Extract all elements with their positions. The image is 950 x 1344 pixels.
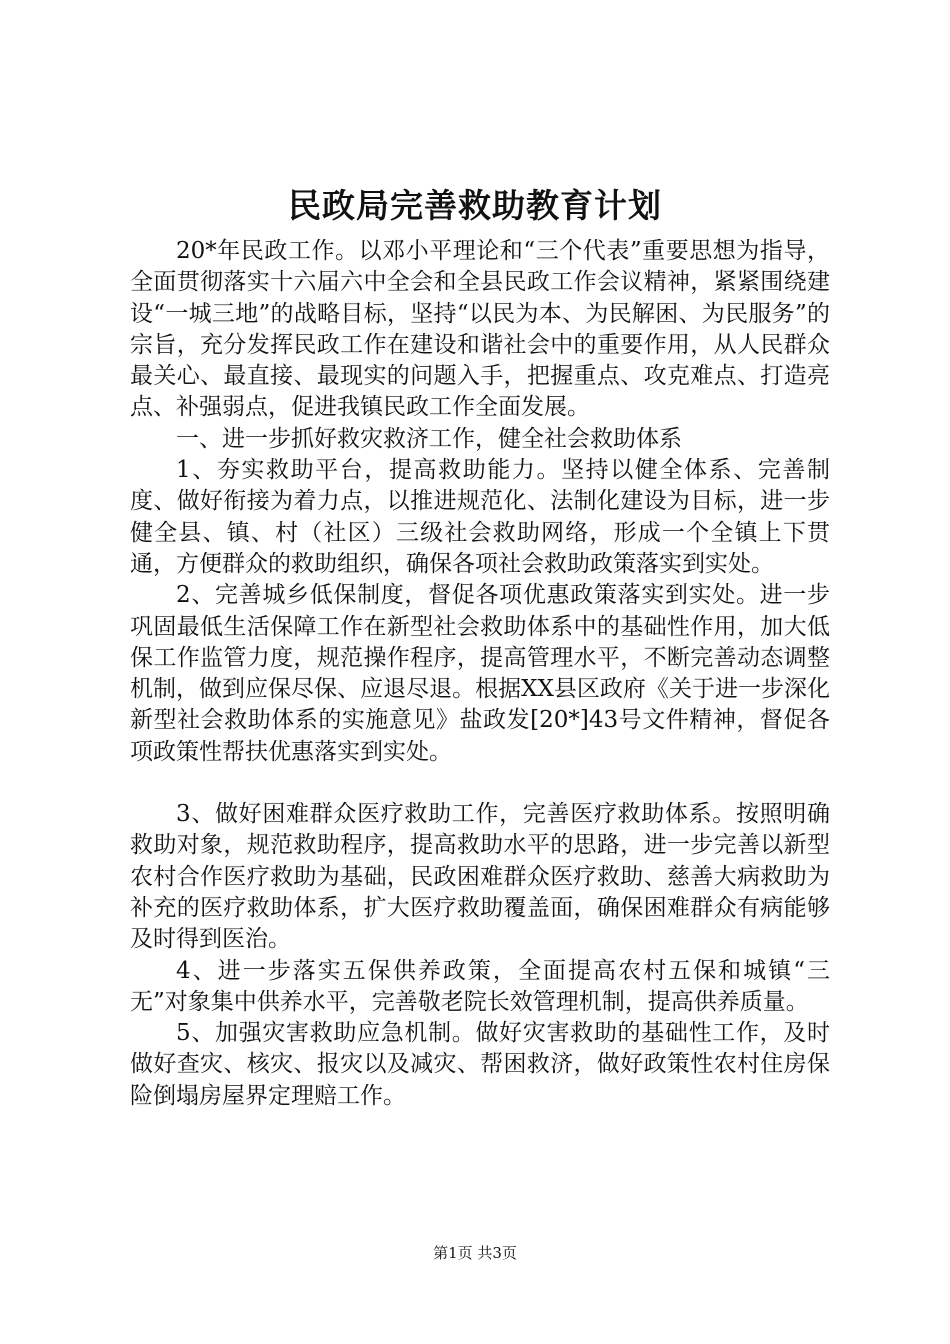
page-footer: 第1页 共3页 xyxy=(433,1244,517,1262)
section-heading: 一、进一步抓好救灾救济工作，健全社会救助体系 xyxy=(176,425,682,452)
item-paragraph-3: 3、做好困难群众医疗救助工作，完善医疗救助体系。按照明确救助对象，规范救助程序，提高救助水平的思路，进一步完善以新型农村合作医疗救助为基础，民政困难群众医疗救助、慈善大病救助为补充的医疗救助体系，扩大医疗救助覆盖面，确保困难群众有病能够及时得到医治。 xyxy=(130,801,830,953)
document-title: 民政局完善救助教育计划 xyxy=(288,186,662,225)
document-body xyxy=(130,236,830,1112)
item-paragraph-1: 1、夯实救助平台，提高救助能力。坚持以健全体系、完善制度、做好衔接为着力点，以推进规范化、法制化建设为目标，进一步健全县、镇、村（社区）三级社会救助网络，形成一个全镇上下贯通，方便群众的救助组织，确保各项社会救助政策落实到实处。 xyxy=(130,457,830,577)
intro-paragraph: 20*年民政工作。以邓小平理论和“三个代表”重要思想为指导，全面贯彻落实十六届六中全会和全县民政工作会议精神，紧紧围绕建设“一城三地”的战略目标，坚持“以民为本、为民解困、为民服务”的宗旨，充分发挥民政工作在建设和谐社会中的重要作用，从人民群众最关心、最直接、最现实的问题入手，把握重点、攻克难点、打造亮点、补强弱点，促进我镇民政工作全面发展。 xyxy=(130,238,830,421)
item-paragraph-4: 4、进一步落实五保供养政策，全面提高农村五保和城镇“三无”对象集中供养水平，完善敬老院长效管理机制，提高供养质量。 xyxy=(130,957,830,1015)
item-paragraph-5: 5、加强灾害救助应急机制。做好灾害救助的基础性工作，及时做好查灾、核灾、报灾以及减灾、帮困救济，做好政策性农村住房保险倒塌房屋界定理赔工作。 xyxy=(130,1020,830,1109)
item-paragraph-2: 2、完善城乡低保制度，督促各项优惠政策落实到实处。进一步巩固最低生活保障工作在新型社会救助体系中的基础性作用，加大低保工作监管力度，规范操作程序，提高管理水平，不断完善动态调整机制，做到应保尽保、应退尽退。根据XX县区政府《关于进一步深化新型社会救助体系的实施意见》盐政发[20*]43号文件精神，督促各项政策性帮扶优惠落实到实处。 xyxy=(130,582,830,765)
